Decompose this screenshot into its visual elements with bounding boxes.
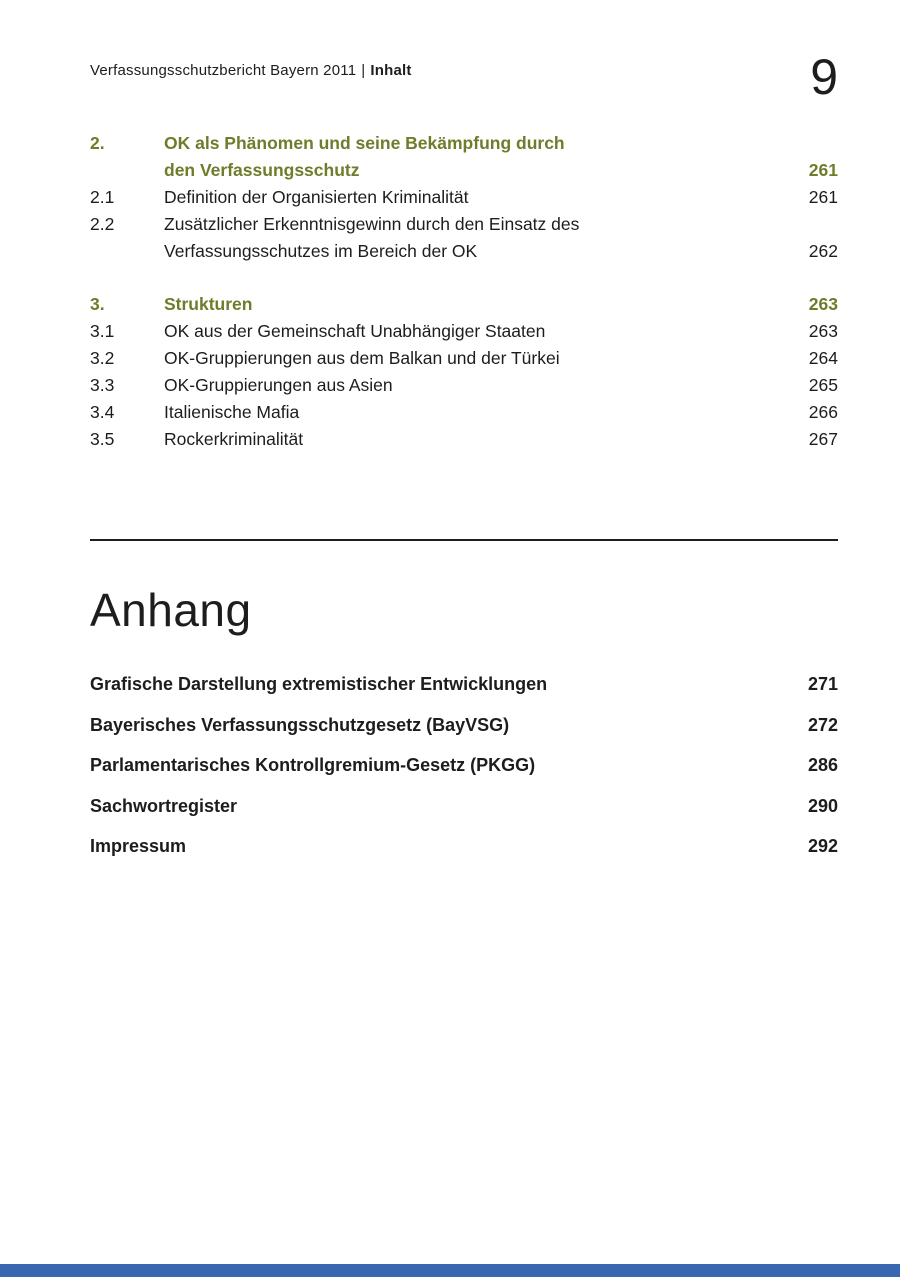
toc-item-row [90, 318, 838, 345]
toc-item-row [90, 399, 838, 426]
anhang-item-title: Grafische Darstellung extremistischer Entwicklungen [90, 674, 548, 694]
toc-item-row [90, 345, 838, 372]
toc-item-row [90, 184, 838, 211]
toc-title-line: Strukturen [164, 294, 253, 314]
toc-section-heading [90, 291, 838, 318]
toc-entry-number: 3.1 [90, 321, 115, 341]
toc-title-line: den Verfassungsschutz [164, 160, 360, 180]
toc-title-line: OK als Phänomen und seine Bekämpfung durch [164, 133, 565, 153]
anhang-item-row [90, 835, 838, 857]
toc-section-2 [90, 130, 838, 265]
toc-entry-number: 3.5 [90, 429, 115, 449]
toc-item-row [90, 211, 838, 265]
anhang-item-row [90, 754, 838, 776]
anhang-item-title: Bayerisches Verfassungsschutzgesetz (BayVSG) [90, 714, 510, 735]
toc-entry-title [164, 372, 797, 399]
toc-entry-number: 3.3 [90, 375, 115, 395]
anhang-item-row [90, 795, 838, 817]
toc-entry-title [164, 130, 797, 184]
toc-entry-title [164, 184, 797, 211]
anhang-list [90, 673, 838, 857]
running-header [90, 54, 412, 79]
toc-title-line: OK aus der Gemeinschaft Unabhängiger Staaten [164, 321, 546, 341]
anhang-item-page: 272 [807, 714, 838, 735]
toc-entry-title [164, 291, 797, 318]
section-divider [90, 539, 838, 541]
anhang-item-page: 290 [807, 795, 838, 816]
toc-entry-page: 264 [808, 348, 838, 368]
toc-title-line: Zusätzlicher Erkenntnisgewinn durch den Einsatz des [164, 214, 580, 234]
header-section-label: Inhalt [370, 62, 412, 79]
toc-entry-page: 265 [808, 375, 838, 395]
toc-title-line: Rockerkriminalität [164, 429, 304, 449]
toc-title-line: OK-Gruppierungen aus Asien [164, 375, 393, 395]
toc-entry-page: 263 [808, 294, 838, 314]
toc-title-line: Verfassungsschutzes im Bereich der OK [164, 241, 478, 261]
toc-item-row [90, 372, 838, 399]
toc-section-heading [90, 130, 838, 184]
page-number: 9 [810, 49, 838, 105]
toc-entry-title [164, 399, 797, 426]
anhang-item-title: Sachwortregister [90, 795, 238, 816]
report-title: Verfassungsschutzbericht Bayern 2011 [90, 62, 357, 79]
toc-entry-number: 2.2 [90, 214, 115, 234]
toc-entry-number: 2. [90, 133, 105, 153]
toc-entry-page: 262 [808, 241, 838, 261]
footer-color-bar [0, 1264, 900, 1277]
toc-entry-number: 2.1 [90, 187, 115, 207]
toc-entry-number: 3. [90, 294, 105, 314]
toc-entry-title [164, 211, 797, 265]
toc-title-line: Definition der Organisierten Kriminalität [164, 187, 469, 207]
toc-title-line: OK-Gruppierungen aus dem Balkan und der Türkei [164, 348, 560, 368]
toc-entry-title [164, 318, 797, 345]
toc-entry-page: 266 [808, 402, 838, 422]
toc-entry-page: 261 [808, 160, 838, 180]
toc-entry-title [164, 426, 797, 453]
anhang-item-title: Impressum [90, 836, 187, 856]
document-header [90, 49, 838, 105]
toc-entry-page: 267 [808, 429, 838, 449]
toc-section-3 [90, 291, 838, 453]
anhang-item-page: 286 [807, 755, 838, 775]
toc-entry-number: 3.2 [90, 348, 115, 368]
table-of-contents [90, 130, 838, 453]
anhang-heading: Anhang [90, 584, 252, 636]
anhang-item-title: Parlamentarisches Kontrollgremium-Gesetz (PKGG) [90, 755, 536, 775]
anhang-item-page: 292 [807, 836, 838, 856]
toc-item-row [90, 426, 838, 453]
toc-entry-number: 3.4 [90, 402, 115, 422]
anhang-item-row [90, 673, 838, 695]
toc-entry-title [164, 345, 797, 372]
anhang-item-row [90, 714, 838, 736]
toc-title-line: Italienische Mafia [164, 402, 300, 422]
anhang-item-page: 271 [807, 674, 838, 694]
toc-entry-page: 263 [808, 321, 838, 341]
header-separator: | [361, 62, 366, 79]
toc-entry-page: 261 [808, 187, 838, 207]
